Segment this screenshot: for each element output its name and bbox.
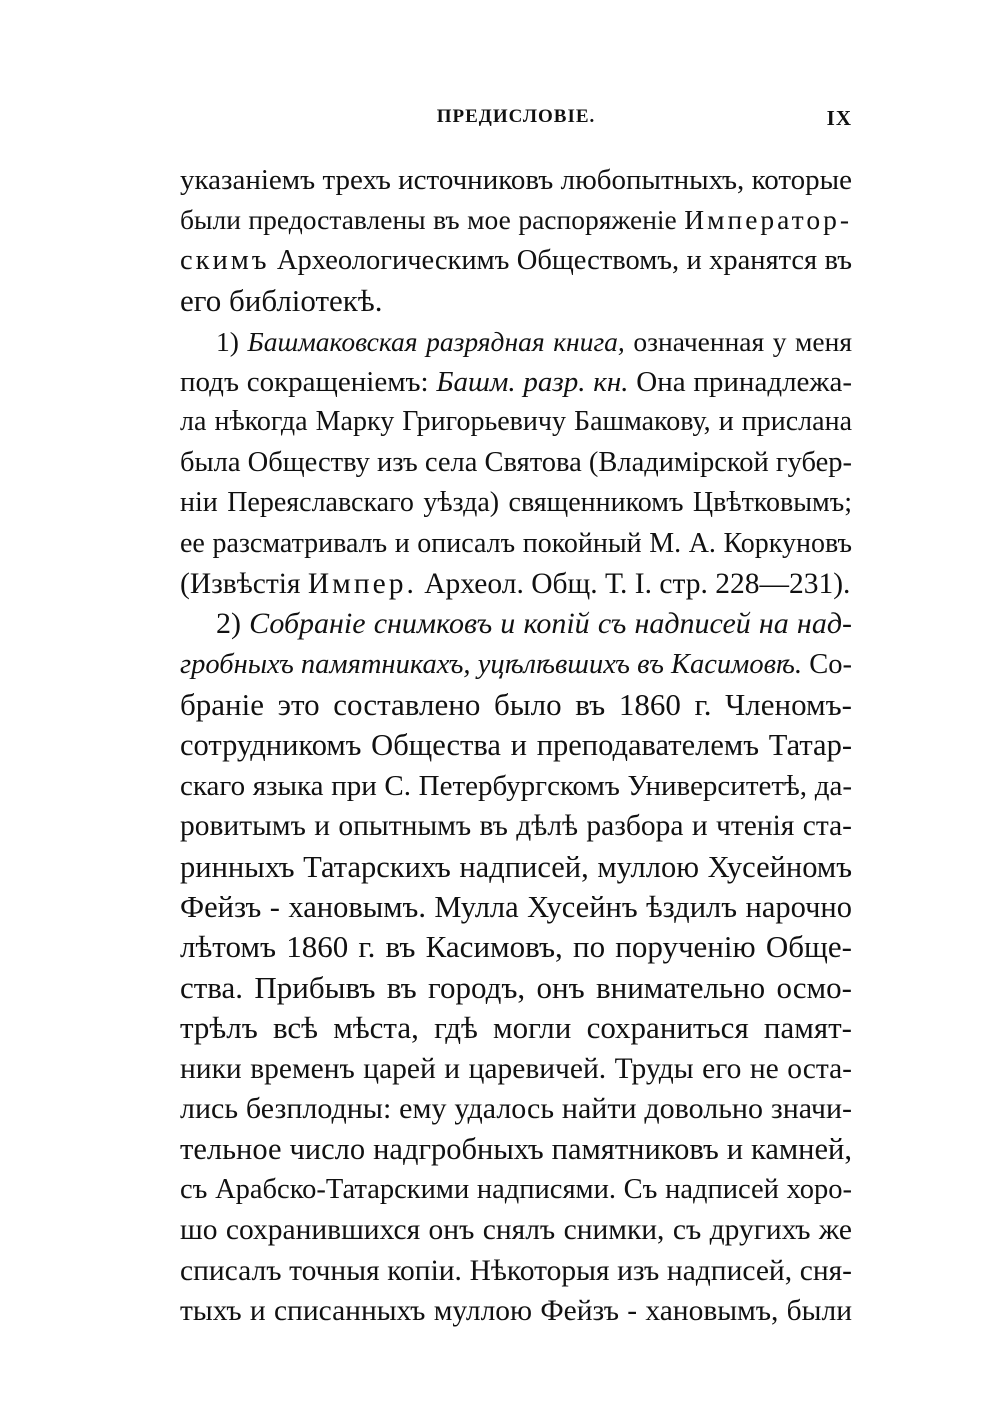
- text-line: скаго языка при С. Петербургскомъ Университетѣ, да-: [180, 769, 852, 802]
- text-run-spaced: Импер.: [307, 567, 417, 600]
- text-run: подъ сокращеніемъ:: [180, 365, 437, 398]
- text-line: ники временъ царей и царевичей. Труды его не оста-: [180, 1052, 852, 1085]
- text-line: списалъ точныя копіи. Нѣкоторыя изъ надписей, сня-: [180, 1254, 852, 1287]
- text-line: тыхъ и списанныхъ муллою Фейзъ - хановымъ, были: [180, 1294, 852, 1327]
- list-number: 1): [216, 325, 248, 357]
- source-title: гробныхъ памятникахъ, уцѣлѣвшихъ въ Касимовѣ.: [180, 648, 803, 680]
- text-line: была Обществу изъ села Святова (Владимірской губер-: [180, 446, 852, 478]
- text-line: ства. Прибывъ въ городъ, онъ внимательно осмо-: [180, 969, 852, 1005]
- text-line: [180, 241, 852, 281]
- text-line: сотрудникомъ Общества и преподавателемъ Татар-: [180, 728, 852, 763]
- text-run-spaced: Император-: [684, 204, 852, 236]
- list-number: 2): [216, 607, 250, 641]
- text-line: ее разсматривалъ и описалъ покойный М. А. Коркуновъ: [180, 527, 852, 559]
- text-line: браніе это составлено было въ 1860 г. Членомъ-: [180, 687, 852, 723]
- text-line: съ Арабско-Татарскими надписями. Съ надписей хоро-: [180, 1173, 852, 1205]
- text-run: Она принадлежа-: [628, 365, 852, 398]
- text-run: Со-: [802, 648, 852, 680]
- source-title: Собраніе снимковъ и копій съ надписей на над-: [249, 607, 852, 641]
- text-line: указаніемъ трехъ источниковъ любопытныхъ, которые: [180, 164, 852, 196]
- text-run: Археологическимъ Обществомъ, и хранятся въ: [269, 244, 852, 276]
- abbreviation: Башм. разр. кн.: [436, 365, 629, 398]
- text-line: [180, 645, 852, 685]
- text-line: [180, 200, 852, 240]
- running-header: [180, 106, 852, 130]
- text-line: Фейзъ - хановымъ. Мулла Хусейнъ ѣздилъ нарочно: [180, 890, 852, 925]
- text-line: ринныхъ Татарскихъ надписей, муллою Хусейномъ: [180, 849, 852, 884]
- text-line: [180, 604, 852, 644]
- text-run: были предоставлены въ мое распоряженіе: [180, 204, 685, 236]
- text-line: [180, 564, 852, 604]
- text-line: его библіотекѣ.: [180, 283, 383, 319]
- text-line: лѣтомъ 1860 г. въ Касимовъ, по порученію Обще-: [180, 929, 852, 965]
- text-line: ла нѣкогда Марку Григорьевичу Башмакову, и прислана: [180, 406, 852, 438]
- text-run: Археол. Общ. Т. I. стр. 228—231).: [416, 567, 851, 600]
- text-run-spaced: скимъ: [180, 244, 270, 276]
- text-line: шо сохранившихся онъ снялъ снимки, съ другихъ же: [180, 1214, 852, 1247]
- page-title: ПРЕДИСЛОВІЕ.: [436, 106, 596, 127]
- text-line: тельное число надгробныхъ памятниковъ и камней,: [180, 1132, 852, 1167]
- text-run: означенная у меня: [624, 325, 852, 357]
- text-line: ровитымъ и опытнымъ въ дѣлѣ разбора и чтенія ста-: [180, 810, 852, 843]
- text-line: ніи Переяславскаго уѣзда) священникомъ Цвѣтковымъ;: [180, 487, 852, 519]
- page-number: IX: [826, 106, 852, 130]
- text-run: (Извѣстія: [180, 567, 308, 600]
- text-line: трѣлъ всѣ мѣста, гдѣ могли сохраниться памят-: [180, 1010, 852, 1046]
- text-line: [180, 362, 852, 402]
- text-line: [180, 322, 852, 362]
- source-title: Башмаковская разрядная книга,: [247, 325, 625, 357]
- body-text: [180, 160, 852, 1331]
- text-line: лись безплодны: ему удалось найти довольно значи-: [180, 1091, 852, 1125]
